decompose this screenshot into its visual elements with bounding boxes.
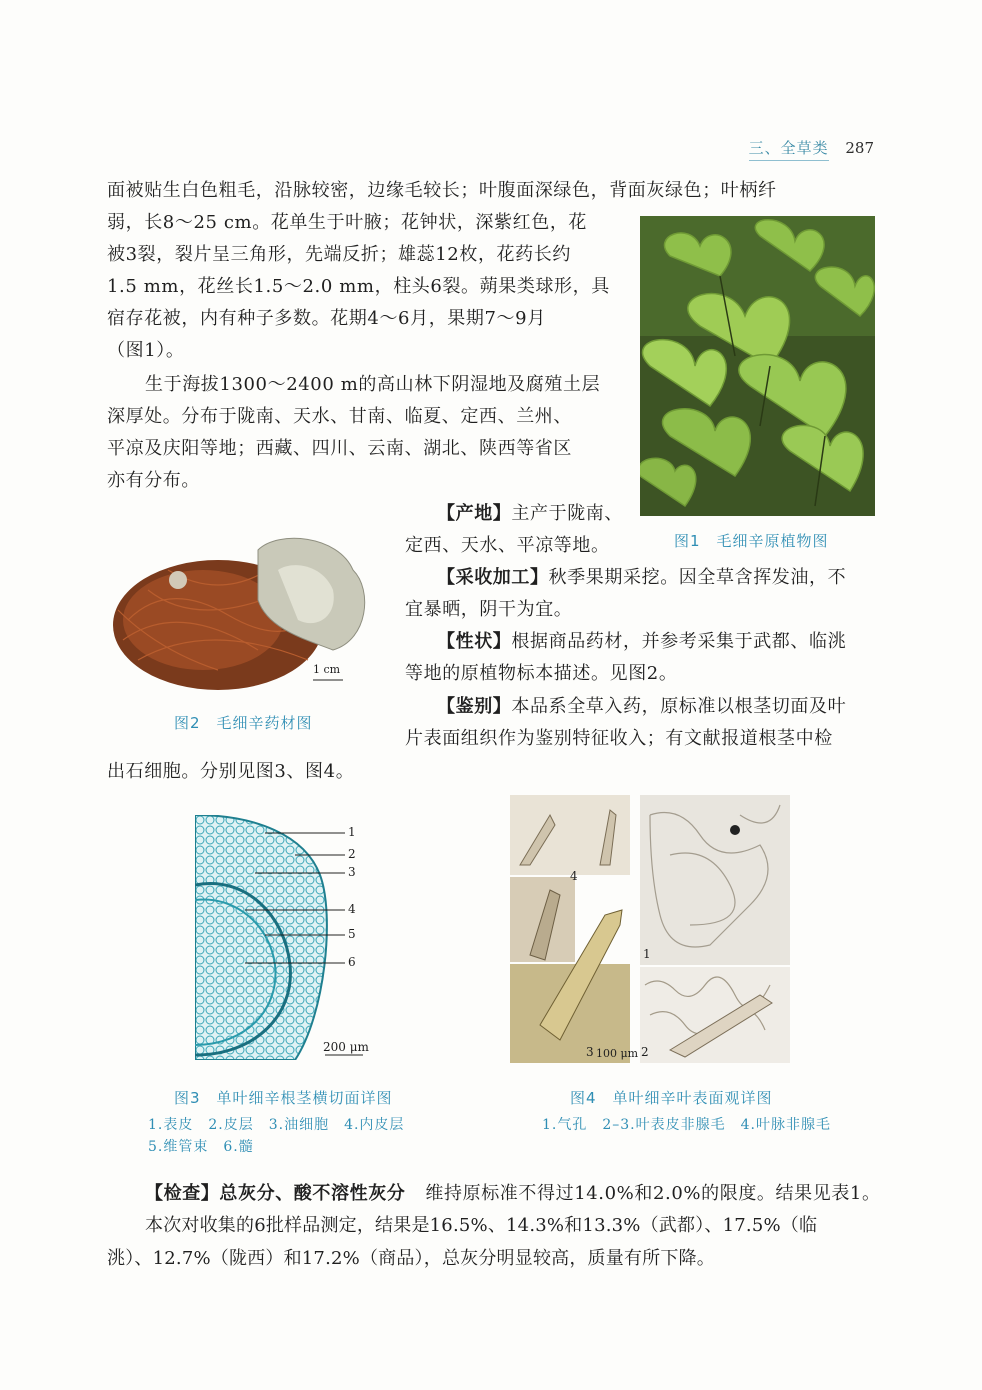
- origin-text: 主产于陇南、: [511, 503, 624, 524]
- fig4-label-1: 1: [643, 947, 651, 961]
- text-line: 宿存花被，内有种子多数。花期4～6月，果期7～9月: [107, 308, 546, 329]
- harvest-heading: 【采收加工】: [437, 567, 549, 588]
- fig4-scale-label: 100 μm: [596, 1047, 639, 1060]
- figure-3-legend-line-2: 5.维管束 6.髓: [148, 1139, 254, 1155]
- text-line: 洮）、12.7%（陇西）和17.2%（商品），总灰分明显较高，质量有所下降。: [107, 1248, 715, 1269]
- text-line: 本次对收集的6批样品测定，结果是16.5%、14.3%和13.3%（武都）、17.5%（临: [145, 1215, 818, 1236]
- figure-3-legend-line-1: 1.表皮 2.皮层 3.油细胞 4.内皮层: [148, 1117, 405, 1133]
- figure-4-legend: 1.气孔 2–3.叶表皮非腺毛 4.叶脉非腺毛: [542, 1117, 831, 1133]
- fig3-label-4: 4: [348, 902, 356, 916]
- running-header: [749, 137, 874, 161]
- text-line: 弱，长8～25 cm。花单生于叶腋；花钟状，深紫红色，花: [107, 212, 588, 233]
- page-number: 287: [845, 139, 874, 157]
- section-title: 三、全草类: [749, 137, 829, 161]
- fig3-label-5: 5: [348, 927, 356, 941]
- label-leader-lines: [195, 815, 370, 1060]
- figure-2-caption: 图2 毛细辛药材图: [174, 714, 313, 732]
- text-line: （图1）。: [107, 340, 185, 361]
- text-line: 等地的原植物标本描述。见图2。: [405, 663, 678, 684]
- herb-material-illustration: [108, 520, 383, 700]
- check-text: 维持原标准不得过14.0%和2.0%的限度。结果见表1。: [425, 1183, 881, 1204]
- text-line: 亦有分布。: [107, 470, 200, 491]
- figure-3-cross-section: [195, 815, 370, 1060]
- fig4-label-4: 4: [570, 869, 578, 883]
- character-text: 根据商品药材，并参考采集于武都、临洮: [511, 631, 847, 652]
- text-line: [437, 626, 846, 658]
- check-heading: 【检查】总灰分、酸不溶性灰分: [145, 1183, 406, 1204]
- figure-3-caption: 图3 单叶细辛根茎横切面详图: [174, 1089, 393, 1107]
- text-line: 1.5 mm，花丝长1.5～2.0 mm，柱头6裂。蒴果类球形，具: [107, 276, 610, 297]
- text-line: 出石细胞。分别见图3、图4。: [107, 761, 355, 782]
- figure-4-leaf-surface: [510, 795, 790, 1063]
- figure-1-caption: 图1 毛细辛原植物图: [674, 532, 829, 550]
- text-line: 深厚处。分布于陇南、天水、甘南、临夏、定西、兰州、: [107, 406, 572, 427]
- fig4-label-2: 2: [641, 1045, 649, 1059]
- identification-text: 本品系全草入药，原标准以根茎切面及叶: [511, 696, 847, 717]
- figure-1-plant-photo: [640, 216, 875, 516]
- text-line: 被3裂，裂片呈三角形，先端反折；雄蕊12枚，花药长约: [107, 244, 571, 265]
- harvest-text: 秋季果期采挖。因全草含挥发油，不: [548, 567, 847, 588]
- text-line: 定西、天水、平凉等地。: [405, 535, 610, 556]
- fig3-label-3: 3: [348, 865, 356, 879]
- fig4-label-3: 3: [586, 1045, 594, 1059]
- leaf-surface-illustration: [510, 795, 790, 1063]
- origin-heading: 【产地】: [437, 503, 512, 524]
- text-line: 平凉及庆阳等地；西藏、四川、云南、湖北、陕西等省区: [107, 438, 572, 459]
- fig3-label-6: 6: [348, 955, 356, 969]
- text-line: [437, 498, 623, 530]
- text-line: 生于海拔1300～2400 m的高山林下阴湿地及腐殖土层: [145, 374, 601, 395]
- fig3-label-2: 2: [348, 847, 356, 861]
- fig3-scale-label: 200 μm: [323, 1040, 369, 1054]
- text-line: 面被贴生白色粗毛，沿脉较密，边缘毛较长；叶腹面深绿色，背面灰绿色；叶柄纤: [107, 180, 777, 201]
- figure-2-herb-photo: [108, 520, 383, 700]
- identification-heading: 【鉴别】: [437, 696, 512, 717]
- fig3-label-1: 1: [348, 825, 356, 839]
- text-line: [437, 562, 846, 594]
- figure-4-caption: 图4 单叶细辛叶表面观详图: [570, 1089, 773, 1107]
- text-line: [145, 1178, 881, 1210]
- plant-illustration: [640, 216, 875, 516]
- text-line: 宜暴晒，阴干为宜。: [405, 599, 573, 620]
- text-line: [437, 691, 846, 723]
- character-heading: 【性状】: [437, 631, 512, 652]
- text-line: 片表面组织作为鉴别特征收入；有文献报道根茎中检: [405, 728, 833, 749]
- fig2-scale-label: 1 cm: [313, 663, 341, 676]
